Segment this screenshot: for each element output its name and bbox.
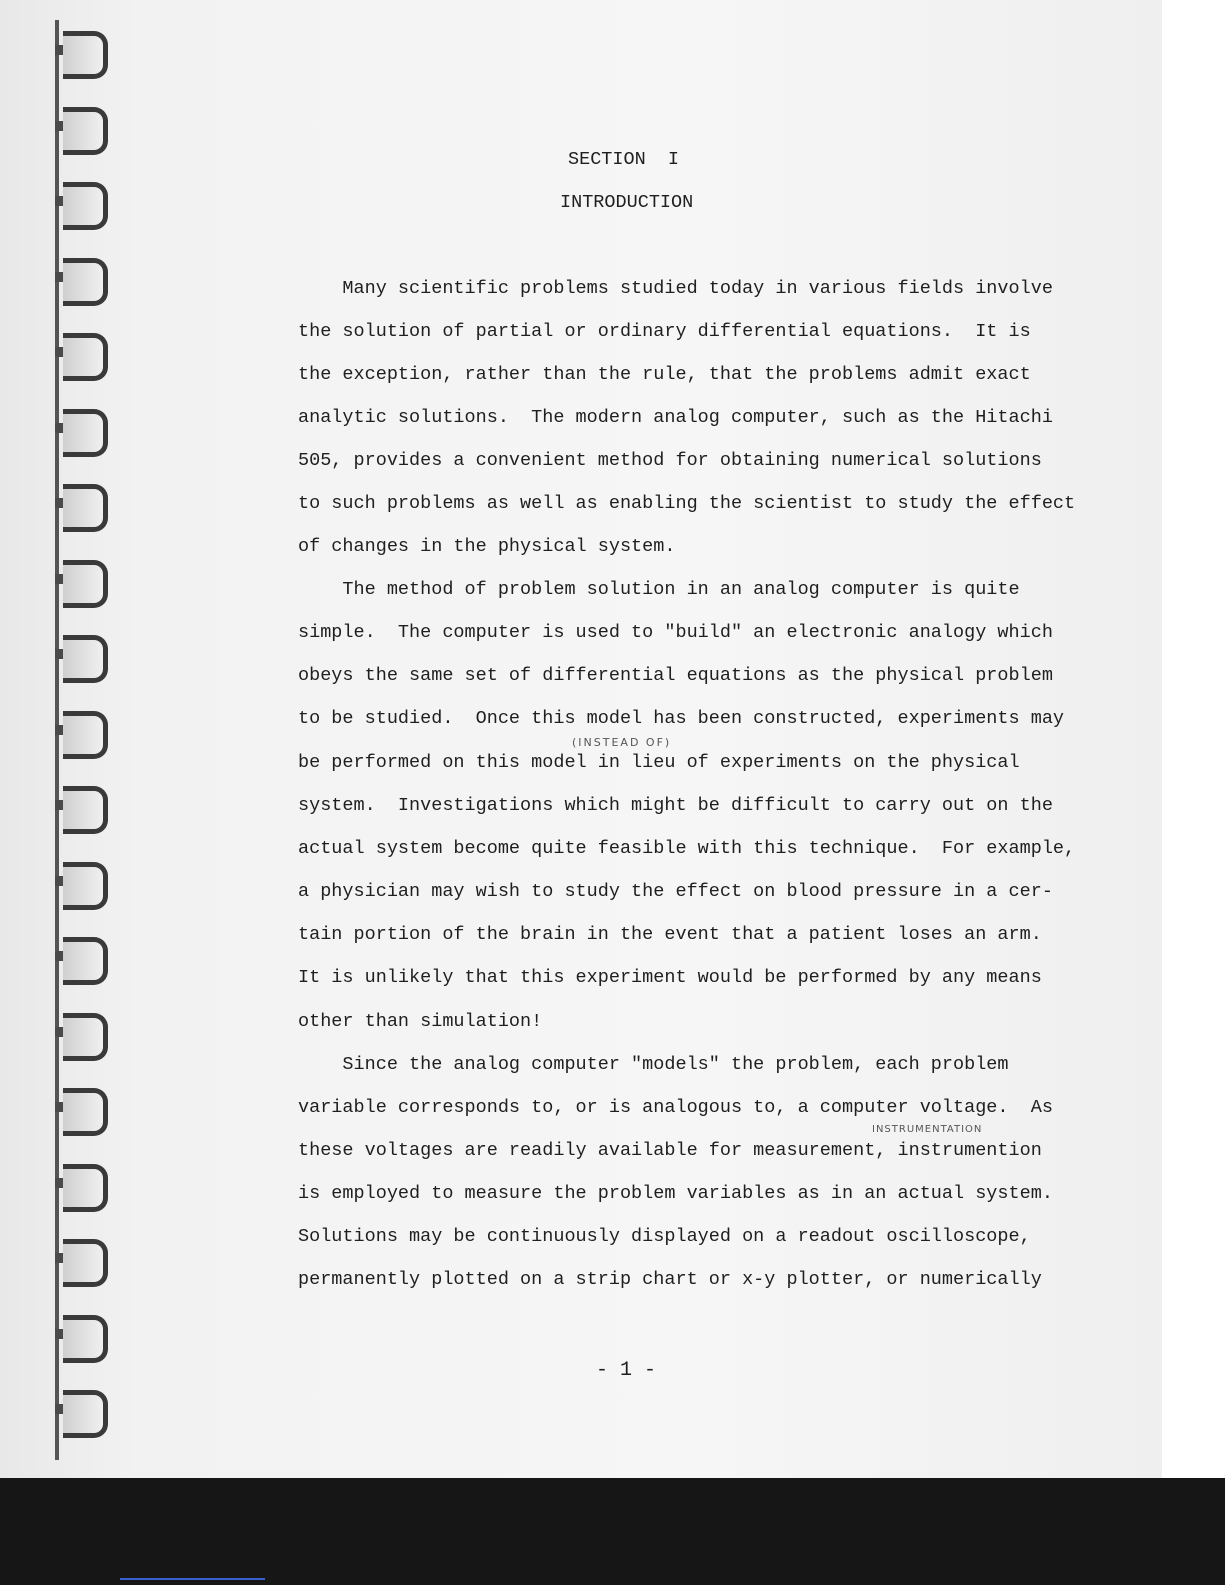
binding-ring <box>55 403 113 455</box>
body-line: be performed on this model in lieu of experiments on the physical <box>298 752 1020 773</box>
body-line: analytic solutions. The modern analog computer, such as the Hitachi <box>298 407 1053 428</box>
binding-ring-loop <box>63 409 108 457</box>
binding-ring-loop <box>63 635 108 683</box>
body-line: permanently plotted on a strip chart or x-y plotter, or numerically <box>298 1269 1042 1290</box>
body-line: 505, provides a convenient method for obtaining numerical solutions <box>298 450 1042 471</box>
binding-ring-loop <box>63 258 108 306</box>
scan-edge-line <box>120 1578 265 1580</box>
binding-ring <box>55 1384 113 1436</box>
binding-ring <box>55 931 113 983</box>
body-line: of changes in the physical system. <box>298 536 676 557</box>
binding-ring-loop <box>63 862 108 910</box>
binding-ring <box>55 705 113 757</box>
body-line: a physician may wish to study the effect on blood pressure in a cer- <box>298 881 1053 902</box>
spiral-binding <box>55 25 117 1455</box>
body-line: system. Investigations which might be difficult to carry out on the <box>298 795 1053 816</box>
binding-ring <box>55 327 113 379</box>
binding-ring <box>55 478 113 530</box>
binding-ring <box>55 176 113 228</box>
binding-ring <box>55 554 113 606</box>
binding-ring <box>55 1082 113 1134</box>
binding-ring <box>55 780 113 832</box>
binding-ring <box>55 25 113 77</box>
binding-ring-loop <box>63 182 108 230</box>
binding-ring-loop <box>63 786 108 834</box>
body-line: Solutions may be continuously displayed on a readout oscilloscope, <box>298 1226 1031 1247</box>
binding-ring <box>55 1309 113 1361</box>
binding-ring <box>55 1007 113 1059</box>
body-line: It is unlikely that this experiment would be performed by any means <box>298 967 1042 988</box>
body-line: these voltages are readily available for measurement, instrumention <box>298 1140 1042 1161</box>
binding-ring-loop <box>63 1164 108 1212</box>
binding-ring <box>55 252 113 304</box>
body-line: actual system become quite feasible with this technique. For example, <box>298 838 1076 859</box>
binding-ring <box>55 856 113 908</box>
body-line: Many scientific problems studied today in various fields involve <box>298 278 1053 299</box>
binding-ring-loop <box>63 1390 108 1438</box>
body-line: Since the analog computer "models" the problem, each problem <box>298 1054 1009 1075</box>
binding-ring-loop <box>63 1239 108 1287</box>
binding-ring-loop <box>63 1088 108 1136</box>
binding-ring-loop <box>63 31 108 79</box>
body-line: simple. The computer is used to "build" an electronic analogy which <box>298 622 1053 643</box>
scan-background <box>0 1478 1225 1585</box>
binding-ring-loop <box>63 1013 108 1061</box>
binding-ring-loop <box>63 333 108 381</box>
binding-ring <box>55 1158 113 1210</box>
scan-margin <box>1162 0 1225 1478</box>
body-line: obeys the same set of differential equations as the physical problem <box>298 665 1053 686</box>
body-line: tain portion of the brain in the event that a patient loses an arm. <box>298 924 1042 945</box>
handwritten-annotation: INSTRUMENTATION <box>872 1124 983 1135</box>
binding-ring <box>55 101 113 153</box>
body-line: to such problems as well as enabling the scientist to study the effect <box>298 493 1076 514</box>
section-label: SECTION I <box>568 149 680 170</box>
body-line: the solution of partial or ordinary differential equations. It is <box>298 321 1031 342</box>
binding-ring <box>55 629 113 681</box>
section-title: INTRODUCTION <box>560 192 694 213</box>
body-line: to be studied. Once this model has been constructed, experiments may <box>298 708 1065 729</box>
body-line: variable corresponds to, or is analogous to, a computer voltage. As <box>298 1097 1053 1118</box>
binding-ring-loop <box>63 484 108 532</box>
handwritten-annotation: (INSTEAD OF) <box>572 736 672 749</box>
binding-ring <box>55 1233 113 1285</box>
page-number: - 1 - <box>596 1359 657 1382</box>
body-line: other than simulation! <box>298 1011 543 1032</box>
binding-ring-loop <box>63 937 108 985</box>
body-line: The method of problem solution in an analog computer is quite <box>298 579 1020 600</box>
binding-ring-loop <box>63 107 108 155</box>
body-line: the exception, rather than the rule, that the problems admit exact <box>298 364 1031 385</box>
binding-ring-loop <box>63 1315 108 1363</box>
body-line: is employed to measure the problem variables as in an actual system. <box>298 1183 1053 1204</box>
binding-ring-loop <box>63 560 108 608</box>
binding-ring-loop <box>63 711 108 759</box>
